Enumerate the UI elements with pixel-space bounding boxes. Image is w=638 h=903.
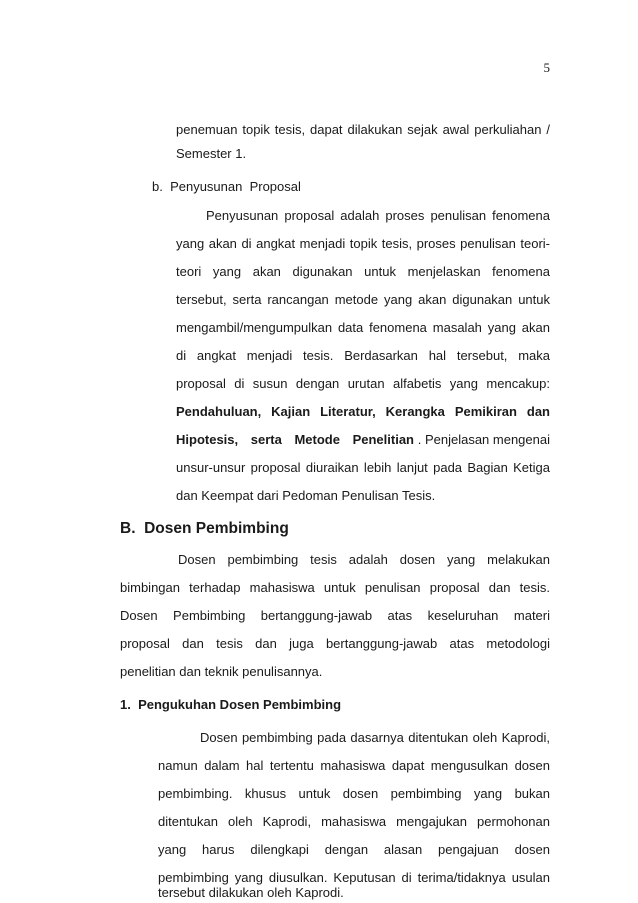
list-heading-b: b. Penyusunan Proposal: [152, 179, 301, 194]
paragraph-line: penemuan topik tesis, dapat dilakukan sejak awal perkuliahan /: [176, 122, 550, 137]
paragraph-line: tersebut, serta rancangan metode yang akan digunakan untuk: [176, 292, 550, 307]
paragraph-line: pembimbing. khusus untuk dosen pembimbing yang bukan: [158, 786, 550, 801]
paragraph-line: Semester 1.: [176, 146, 247, 161]
proposal-elements-bold: Pendahuluan, Kajian Literatur, Kerangka Pemikiran dan: [176, 404, 550, 419]
paragraph-line: Dosen pembimbing tesis adalah dosen yang melakukan: [178, 552, 550, 567]
paragraph-line: namun dalam hal tertentu mahasiswa dapat mengusulkan dosen: [158, 758, 550, 773]
paragraph-fragment: . Penjelasan mengenai: [417, 432, 550, 447]
paragraph-line: proposal di susun dengan urutan alfabetis yang mencakup:: [176, 376, 550, 391]
paragraph-line: teori yang akan digunakan untuk menjelaskan fenomena: [176, 264, 550, 279]
paragraph-line: yang harus dilengkapi dengan alasan pengajuan dosen: [158, 842, 550, 857]
paragraph-line: bimbingan terhadap mahasiswa untuk penulisan proposal dan tesis.: [120, 580, 550, 595]
paragraph-line: ditentukan oleh Kaprodi, mahasiswa mengajukan permohonan: [158, 814, 550, 829]
subsection-heading-1: 1. Pengukuhan Dosen Pembimbing: [120, 697, 342, 712]
paragraph-line: mengambil/mengumpulkan data fenomena masalah yang akan: [176, 320, 550, 335]
paragraph-line: pembimbing yang diusulkan. Keputusan di terima/tidaknya usulan: [158, 870, 550, 885]
proposal-elements-bold: Hipotesis, serta Metode Penelitian: [176, 432, 414, 447]
paragraph-line: unsur-unsur proposal diuraikan lebih lanjut pada Bagian Ketiga: [176, 460, 550, 475]
paragraph-line: proposal dan tesis dan juga bertanggung-jawab atas metodologi: [120, 636, 550, 651]
paragraph-line: Penyusunan proposal adalah proses penulisan fenomena: [206, 208, 550, 223]
paragraph-line: Dosen pembimbing pada dasarnya ditentukan oleh Kaprodi,: [200, 730, 550, 745]
paragraph-line: Dosen Pembimbing bertanggung-jawab atas keseluruhan materi: [120, 608, 550, 623]
section-heading-b: B. Dosen Pembimbing: [120, 520, 289, 537]
paragraph-line: di angkat menjadi tesis. Berdasarkan hal tersebut, maka: [176, 348, 550, 363]
page-number: 5: [543, 60, 550, 75]
paragraph-line: penelitian dan teknik penulisannya.: [120, 664, 323, 679]
paragraph-line: tersebut dilakukan oleh Kaprodi.: [158, 885, 344, 900]
paragraph-line: [176, 432, 550, 448]
paragraph-line: yang akan di angkat menjadi topik tesis, proses penulisan teori-: [176, 236, 550, 251]
paragraph-line: dan Keempat dari Pedoman Penulisan Tesis.: [176, 488, 436, 503]
